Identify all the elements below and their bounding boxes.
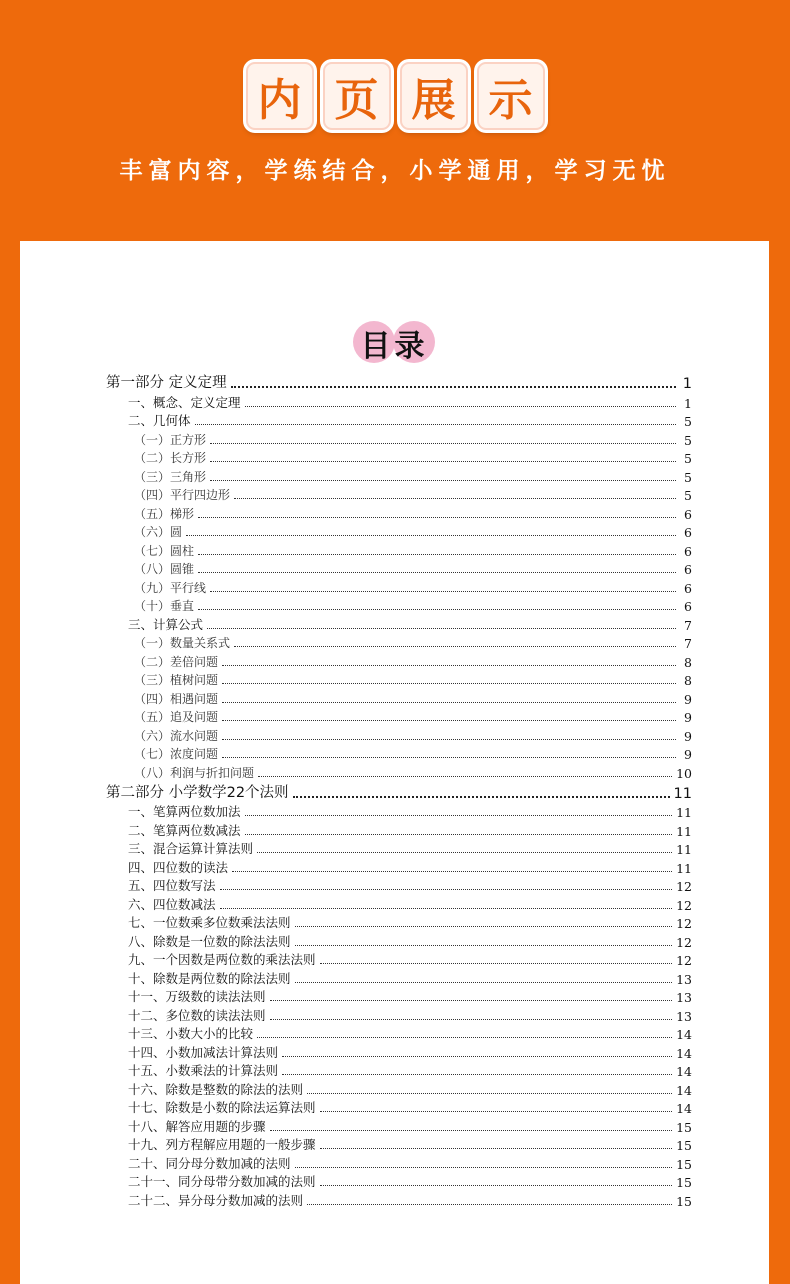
toc-entry <box>106 1024 692 1043</box>
toc-entry-page: 14 <box>676 1064 692 1079</box>
toc-leader-dots <box>222 665 676 666</box>
toc-entry-label: （六）圆 <box>134 525 183 539</box>
toc-entry-page: 14 <box>676 1027 692 1042</box>
toc-entry-label: 七、一位数乘多位数乘法法则 <box>128 915 291 930</box>
toc-entry-page: 1 <box>682 376 692 392</box>
toc-entry-label: （四）相遇问题 <box>134 691 219 706</box>
toc-entry-label: 十八、解答应用题的步骤 <box>128 1118 266 1134</box>
toc-leader-dots <box>207 628 676 629</box>
toc-part-entry <box>106 781 692 802</box>
toc-entry-label: （十）垂直 <box>134 599 195 613</box>
toc-entry-label: 十二、多位数的读法法则 <box>128 1007 266 1023</box>
toc-entry-page: 11 <box>676 823 692 839</box>
toc-leader-dots <box>234 646 676 647</box>
toc-entry <box>106 968 692 987</box>
toc-entry-label: （二）长方形 <box>134 451 207 465</box>
toc-entry <box>106 577 692 596</box>
toc-entry-page: 15 <box>676 1193 692 1209</box>
toc-entry <box>106 448 692 467</box>
toc-leader-dots <box>210 443 676 444</box>
toc-leader-dots <box>222 720 676 721</box>
toc-leader-dots <box>257 1037 672 1038</box>
toc-entry <box>106 688 692 707</box>
toc-leader-dots <box>295 926 673 927</box>
toc-entry-label: 第二部分 小学数学22个法则 <box>106 784 289 801</box>
toc-leader-dots <box>282 1056 672 1057</box>
toc-entry <box>106 1116 692 1135</box>
toc-entry <box>106 485 692 504</box>
toc-entry-page: 11 <box>676 805 692 820</box>
banner-tile: 展 <box>400 62 468 130</box>
toc-leader-dots <box>307 1204 672 1205</box>
toc-entry-page: 15 <box>676 1138 692 1153</box>
toc-entry-page: 15 <box>676 1175 692 1190</box>
toc-leader-dots <box>231 386 676 388</box>
toc-entry-label: 四、四位数的读法 <box>128 859 229 875</box>
toc-leader-dots <box>320 1185 673 1186</box>
toc-leader-dots <box>245 406 676 407</box>
toc-entry <box>106 429 692 448</box>
toc-entry-label: （三）三角形 <box>134 469 207 484</box>
toc-entry-label: （五）梯形 <box>134 506 195 521</box>
toc-entry <box>106 931 692 950</box>
toc-entry-label: 十、除数是两位数的除法法则 <box>128 970 291 986</box>
toc-entry <box>106 839 692 858</box>
toc-leader-dots <box>222 739 676 740</box>
toc-entry <box>106 857 692 876</box>
toc-entry <box>106 1005 692 1024</box>
toc-part-entry <box>106 371 692 392</box>
toc-entry-page: 12 <box>676 897 692 913</box>
toc-entry <box>106 744 692 763</box>
toc-leader-dots <box>270 1019 673 1020</box>
toc-entry-label: （八）圆锥 <box>134 562 195 576</box>
toc-entry-page: 14 <box>676 1082 692 1098</box>
toc-leader-dots <box>295 982 673 983</box>
toc-leader-dots <box>220 908 673 909</box>
toc-entry-label: （四）平行四边形 <box>134 488 231 502</box>
toc-entry-page: 6 <box>684 562 692 577</box>
toc-leader-dots <box>258 776 672 777</box>
toc-entry <box>106 876 692 895</box>
toc-list <box>106 371 692 1209</box>
toc-entry-label: （九）平行线 <box>134 580 207 595</box>
toc-entry-page: 6 <box>684 506 692 522</box>
toc-entry <box>106 707 692 726</box>
toc-entry-page: 1 <box>684 395 692 411</box>
toc-leader-dots <box>293 796 670 798</box>
banner-title-tiles <box>0 62 790 130</box>
toc-entry <box>106 950 692 969</box>
toc-entry <box>106 651 692 670</box>
toc-entry-page: 13 <box>676 1008 692 1024</box>
toc-entry-page: 7 <box>684 636 692 651</box>
toc-leader-dots <box>282 1074 672 1075</box>
toc-entry-label: 二十、同分母分数加减的法则 <box>128 1155 291 1171</box>
toc-entry <box>106 1042 692 1061</box>
toc-entry-page: 5 <box>684 432 692 448</box>
toc-leader-dots <box>232 871 672 872</box>
toc-entry-page: 5 <box>684 488 692 503</box>
toc-entry-page: 6 <box>684 599 692 614</box>
toc-entry-page: 5 <box>684 451 692 466</box>
toc-leader-dots <box>222 702 676 703</box>
toc-leader-dots <box>198 517 676 518</box>
toc-heading <box>20 321 769 365</box>
toc-entry-page: 11 <box>676 860 692 876</box>
toc-entry-page: 12 <box>676 934 692 950</box>
toc-entry-label: 五、四位数写法 <box>128 878 216 893</box>
toc-entry-label: （七）圆柱 <box>134 543 195 558</box>
toc-entry-label: （七）浓度问题 <box>134 747 219 761</box>
toc-entry-label: （二）差倍问题 <box>134 654 219 669</box>
toc-entry <box>106 614 692 633</box>
toc-entry-label: （五）追及问题 <box>134 710 219 724</box>
toc-leader-dots <box>295 945 673 946</box>
toc-entry-page: 14 <box>676 1101 692 1116</box>
toc-entry <box>106 1190 692 1209</box>
toc-leader-dots <box>222 683 676 684</box>
toc-entry-page: 6 <box>684 543 692 559</box>
toc-entry-label: （三）植树问题 <box>134 673 219 687</box>
toc-entry <box>106 522 692 541</box>
toc-entry-label: 八、除数是一位数的除法法则 <box>128 933 291 949</box>
toc-leader-dots <box>257 852 672 853</box>
toc-entry-page: 8 <box>684 673 692 688</box>
toc-entry-label: 九、一个因数是两位数的乘法法则 <box>128 952 316 967</box>
toc-entry-label: 二十一、同分母带分数加减的法则 <box>128 1174 316 1189</box>
toc-leader-dots <box>270 1000 673 1001</box>
toc-entry <box>106 1172 692 1191</box>
toc-leader-dots <box>234 498 676 499</box>
toc-entry-page: 9 <box>684 710 692 725</box>
toc-entry-page: 11 <box>676 842 692 857</box>
toc-entry <box>106 894 692 913</box>
toc-entry <box>106 596 692 615</box>
toc-entry-page: 11 <box>673 785 692 802</box>
toc-entry-page: 6 <box>684 525 692 540</box>
contents-page <box>20 241 769 1284</box>
toc-entry <box>106 466 692 485</box>
toc-entry-label: 十四、小数加减法计算法则 <box>128 1044 279 1060</box>
toc-leader-dots <box>210 461 676 462</box>
toc-entry <box>106 987 692 1006</box>
toc-entry-label: 十九、列方程解应用题的一般步骤 <box>128 1137 316 1152</box>
toc-entry-label: 三、计算公式 <box>128 616 204 632</box>
toc-entry-page: 7 <box>684 617 692 633</box>
toc-entry-label: 三、混合运算计算法则 <box>128 841 254 856</box>
toc-entry <box>106 1135 692 1154</box>
toc-entry <box>106 1061 692 1080</box>
toc-entry-label: （一）正方形 <box>134 432 207 447</box>
toc-leader-dots <box>295 1167 673 1168</box>
toc-entry-page: 15 <box>676 1156 692 1172</box>
toc-entry-page: 5 <box>684 469 692 485</box>
toc-entry-page: 12 <box>676 879 692 894</box>
toc-leader-dots <box>198 554 676 555</box>
toc-entry <box>106 392 692 411</box>
banner-tile: 页 <box>323 62 391 130</box>
toc-entry-page: 9 <box>684 728 692 744</box>
toc-entry-label: 一、概念、定义定理 <box>128 394 241 410</box>
toc-entry-label: 十七、除数是小数的除法运算法则 <box>128 1100 316 1115</box>
toc-leader-dots <box>222 757 676 758</box>
toc-entry-page: 5 <box>684 414 692 429</box>
toc-entry-page: 14 <box>676 1045 692 1061</box>
toc-entry <box>106 1079 692 1098</box>
banner-tagline: 丰富内容，学练结合，小学通用，学习无忧 <box>119 158 671 184</box>
toc-entry-page: 9 <box>684 691 692 707</box>
toc-leader-dots <box>270 1130 673 1131</box>
toc-entry-label: 十六、除数是整数的除法的法则 <box>128 1081 304 1097</box>
toc-leader-dots <box>245 834 673 835</box>
toc-entry-label: 一、笔算两位数加法 <box>128 804 241 819</box>
toc-title: 目录 <box>360 329 429 364</box>
toc-leader-dots <box>198 572 676 573</box>
toc-entry-label: 十三、小数大小的比较 <box>128 1026 254 1041</box>
toc-entry-page: 15 <box>676 1119 692 1135</box>
toc-entry <box>106 1098 692 1117</box>
toc-leader-dots <box>210 591 676 592</box>
toc-entry-label: 二、笔算两位数减法 <box>128 822 241 838</box>
toc-entry-page: 8 <box>684 654 692 670</box>
toc-leader-dots <box>320 963 673 964</box>
toc-entry <box>106 725 692 744</box>
toc-entry-label: （八）利润与折扣问题 <box>134 765 255 780</box>
toc-leader-dots <box>186 535 676 536</box>
toc-entry-page: 6 <box>684 580 692 596</box>
toc-entry-page: 12 <box>676 916 692 931</box>
toc-entry-page: 10 <box>676 765 692 781</box>
toc-entry <box>106 802 692 821</box>
toc-entry <box>106 503 692 522</box>
toc-entry-page: 12 <box>676 953 692 968</box>
toc-entry <box>106 1153 692 1172</box>
toc-entry-label: （六）流水问题 <box>134 728 219 743</box>
toc-entry-label: 第一部分 定义定理 <box>106 375 227 391</box>
toc-entry <box>106 913 692 932</box>
toc-entry <box>106 540 692 559</box>
toc-entry <box>106 820 692 839</box>
toc-leader-dots <box>220 889 673 890</box>
toc-entry-label: 十一、万级数的读法法则 <box>128 989 266 1004</box>
toc-leader-dots <box>245 815 673 816</box>
toc-entry <box>106 633 692 652</box>
toc-entry <box>106 559 692 578</box>
toc-entry <box>106 411 692 430</box>
toc-entry-label: 十五、小数乘法的计算法则 <box>128 1063 279 1078</box>
toc-leader-dots <box>198 609 676 610</box>
toc-leader-dots <box>320 1111 673 1112</box>
toc-entry-label: 二、几何体 <box>128 413 191 428</box>
toc-entry <box>106 670 692 689</box>
toc-leader-dots <box>210 480 676 481</box>
toc-entry <box>106 762 692 781</box>
banner-tile: 示 <box>477 62 545 130</box>
toc-entry-label: （一）数量关系式 <box>134 636 231 650</box>
toc-entry-label: 二十二、异分母分数加减的法则 <box>128 1192 304 1208</box>
toc-leader-dots <box>307 1093 672 1094</box>
toc-leader-dots <box>195 424 676 425</box>
banner-tile: 内 <box>246 62 314 130</box>
toc-entry-page: 13 <box>676 971 692 987</box>
toc-leader-dots <box>320 1148 673 1149</box>
toc-entry-label: 六、四位数减法 <box>128 896 216 912</box>
toc-entry-page: 9 <box>684 747 692 762</box>
toc-entry-page: 13 <box>676 990 692 1005</box>
